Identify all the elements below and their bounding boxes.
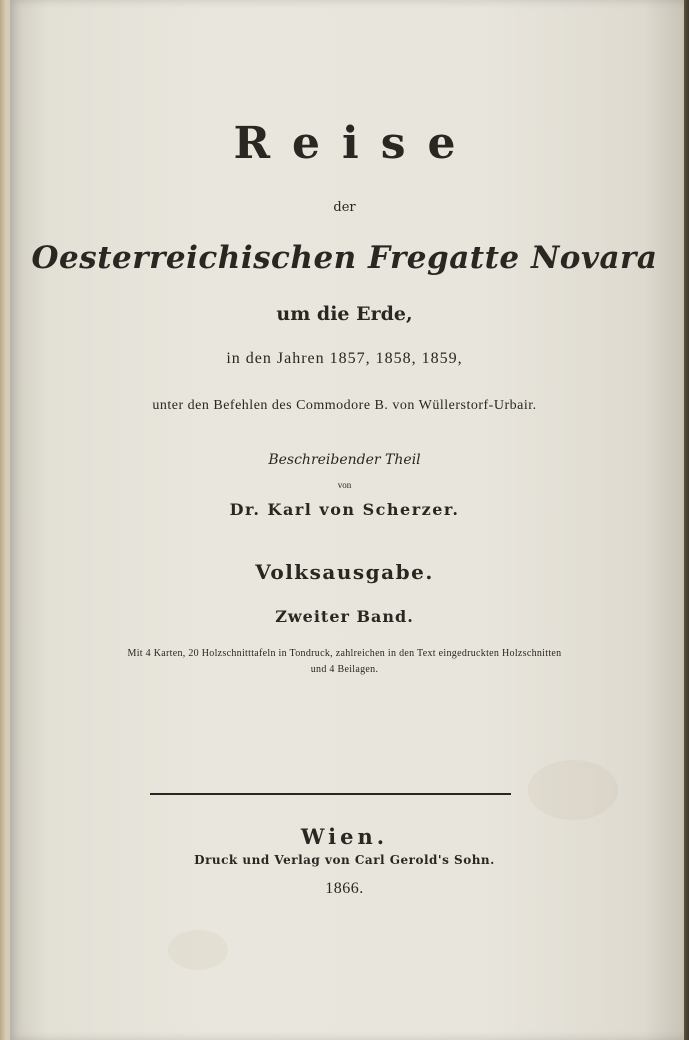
edition-label: Volksausgabe.: [255, 560, 434, 584]
ship-name: Oesterreichischen Fregatte Novara: [31, 240, 658, 276]
paper-stain: [168, 930, 228, 970]
volume-label: Zweiter Band.: [275, 607, 414, 626]
by-label: von: [337, 480, 352, 490]
paper-stain: [528, 760, 618, 820]
publication-place: Wien.: [300, 824, 389, 849]
subtitle-erde: um die Erde,: [276, 303, 413, 325]
contents-note-line-1: Mit 4 Karten, 20 Holzschnitttafeln in Tondruck, zahlreichen in den Text eingedruckten Holzschnitten: [127, 648, 562, 659]
commodore-line: unter den Befehlen des Commodore B. von Wüllerstorf-Urbair.: [152, 398, 537, 413]
book-title: Reise: [233, 118, 478, 169]
horizontal-rule: [150, 793, 511, 795]
title-connector: der: [333, 200, 356, 215]
contents-note-line-2: und 4 Beilagen.: [310, 664, 379, 675]
publisher-line: Druck und Verlag von Carl Gerold's Sohn.: [194, 853, 495, 867]
years-line: in den Jahren 1857, 1858, 1859,: [226, 350, 463, 367]
author-name: Dr. Karl von Scherzer.: [229, 500, 460, 519]
publication-year: 1866.: [325, 880, 364, 897]
part-description: Beschreibender Theil: [268, 452, 421, 468]
